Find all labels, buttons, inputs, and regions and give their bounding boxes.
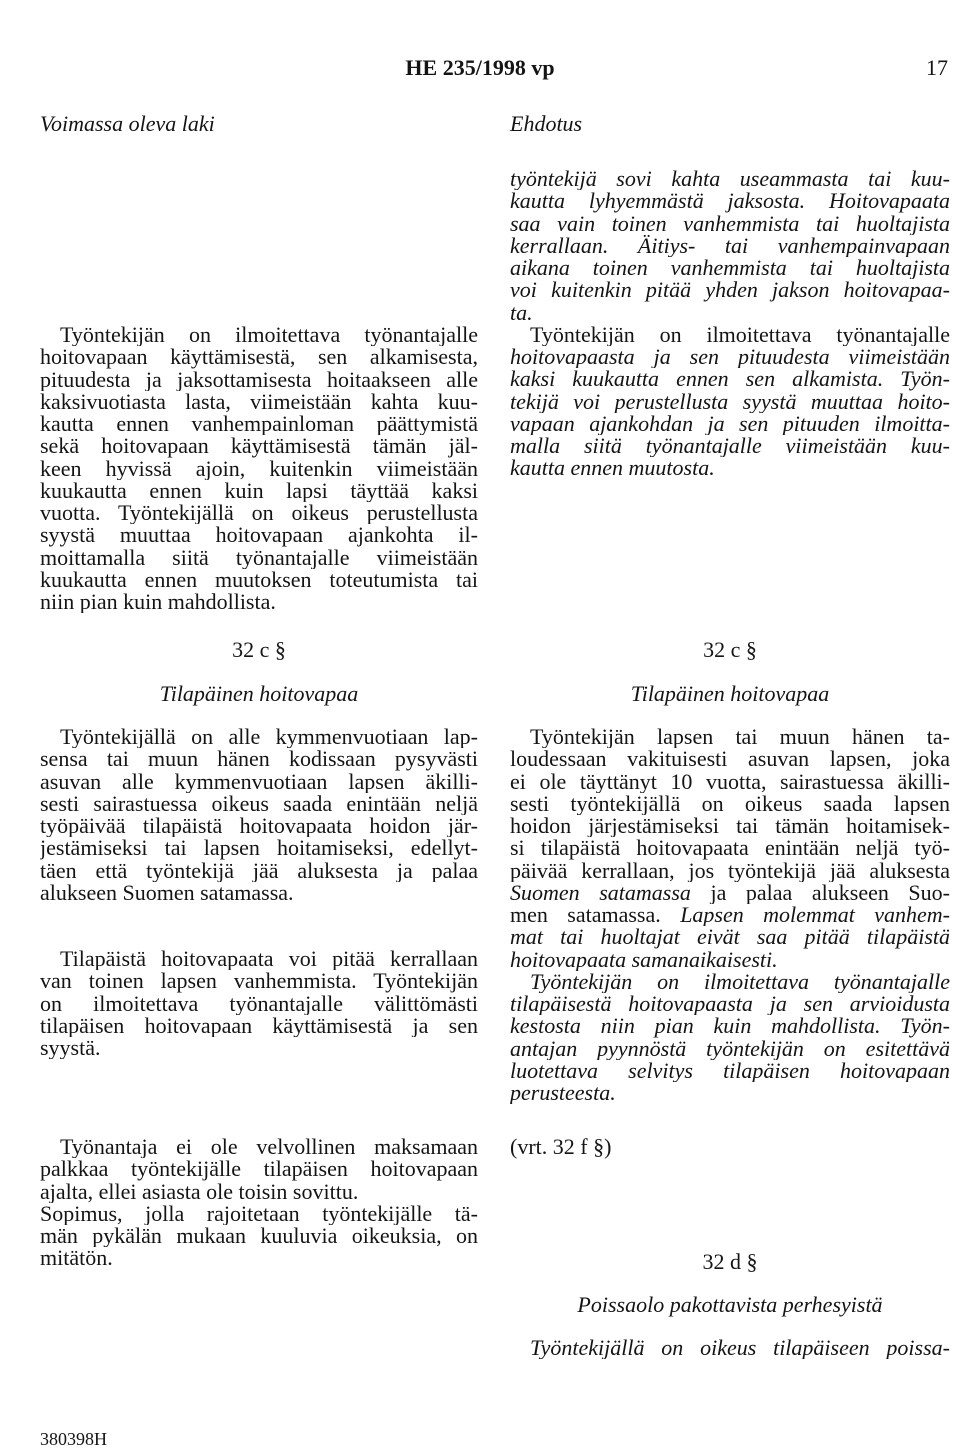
text-segment: Suomen satamassa bbox=[510, 881, 691, 904]
text-segment: ja palaa alukseen Suo- bbox=[690, 881, 950, 904]
text-segment: men satamassa. bbox=[510, 904, 681, 927]
paragraph-line: työpäivää tilapäistä hoitovapaata hoidon jär- bbox=[40, 815, 478, 838]
paragraph-line: tilapäisen hoitovapaan käyttämisestä ja sen bbox=[40, 1014, 478, 1037]
text-segment: loudessaan vakituisesti asuvan lapsen, joka bbox=[510, 748, 950, 771]
proposal-section-32d-title: Poissaolo pakottavista perhesyistä bbox=[577, 1292, 883, 1317]
paragraph-line: asuvan alle kymmenvuotiaan lapsen äkilli- bbox=[40, 770, 478, 793]
paragraph-line bbox=[510, 815, 950, 837]
paragraph-line: Työntekijällä on oikeus tilapäiseen poissa- bbox=[530, 1337, 950, 1360]
cross-reference: (vrt. 32 f §) bbox=[510, 1134, 612, 1159]
paragraph-line bbox=[510, 748, 950, 770]
paragraph-line: jestämiseksi tai lapsen hoitamiseksi, edellyt- bbox=[40, 837, 478, 860]
text-segment: sesti työntekijällä on oikeus saada lapsen bbox=[510, 792, 950, 815]
paragraph-line: kuukautta ennen muutoksen toteutumista tai bbox=[40, 568, 478, 591]
paragraph-line: kuukautta ennen kuin lapsi täyttää kaksi bbox=[40, 479, 478, 502]
paragraph-line bbox=[510, 926, 950, 948]
paragraph-line bbox=[510, 435, 950, 457]
paragraph-line bbox=[510, 413, 950, 435]
paragraph-line bbox=[510, 860, 950, 882]
page-number: 17 bbox=[926, 55, 948, 80]
paragraph-line bbox=[510, 726, 950, 748]
text-segment: tekijä voi perustellusta syystä muuttaa hoito- bbox=[510, 390, 950, 413]
paragraph-line: luotettava selvitys tilapäisen hoitovapaan bbox=[510, 1059, 950, 1082]
current-law-heading: Voimassa oleva laki bbox=[40, 111, 215, 136]
paragraph-line: män pykälän mukaan kuuluvia oikeuksia, on bbox=[40, 1225, 478, 1248]
text-segment: päivää kerrallaan, jos työntekijä jää aluksesta bbox=[510, 859, 950, 882]
paragraph-line: sesti sairastuessa oikeus saada enintään neljä bbox=[40, 792, 478, 815]
paragraph-line: kestosta niin pian kuin mahdollista. Työn- bbox=[510, 1015, 950, 1038]
paragraph-line: mitätön. bbox=[40, 1247, 113, 1270]
text-segment: hoitovapaasta ja sen pituudesta viimeistään bbox=[510, 346, 950, 369]
paragraph-line bbox=[510, 368, 950, 390]
text-segment: kautta ennen muutosta. bbox=[510, 457, 715, 480]
text-segment: vapaan ajankohdan ja sen pituuden ilmoitta- bbox=[510, 412, 950, 435]
proposal-paragraph-temporary-leave bbox=[510, 726, 950, 971]
paragraph-line: pituudesta ja jaksottamisesta hoitaakseen alle bbox=[40, 368, 478, 391]
current-law-paragraph-notification bbox=[40, 948, 478, 1059]
paragraph-line: alukseen Suomen satamassa. bbox=[40, 881, 294, 904]
paragraph-line: moittamalla siitä työnantajalle viimeistään bbox=[40, 546, 478, 569]
paragraph-line: Työnantaja ei ole velvollinen maksamaan bbox=[60, 1136, 478, 1159]
current-law-section-title: Tilapäinen hoitovapaa bbox=[159, 681, 359, 706]
paragraph-line bbox=[510, 457, 950, 479]
paragraph-line: keen hyvissä ajoin, kuitenkin viimeistään bbox=[40, 457, 478, 480]
proposal-paragraph-notification bbox=[510, 971, 950, 1105]
proposal-section-number: 32 c § bbox=[703, 637, 757, 662]
text-segment: Työntekijän on ilmoitettava työnantajalle bbox=[530, 323, 950, 346]
paragraph-line: palkkaa työntekijälle tilapäisen hoitovapaan bbox=[40, 1158, 478, 1181]
text-segment: malla siitä työnantajalle viimeistään kuu- bbox=[510, 435, 950, 458]
paragraph-line bbox=[510, 324, 950, 346]
proposal-paragraph-family-absence bbox=[510, 1337, 950, 1359]
text-segment: ei ole täyttänyt 10 vuotta, sairastuessa äkilli- bbox=[510, 770, 950, 793]
paragraph-line: van toinen lapsen vanhemmista. Työntekijän bbox=[40, 970, 478, 993]
paragraph-line: kerrallaan. Äitiys- tai vanhempainvapaan bbox=[510, 234, 950, 257]
paragraph-line: niin pian kuin mahdollista. bbox=[40, 591, 276, 614]
text-segment: kaksi kuukautta ennen sen alkamista. Työn- bbox=[510, 368, 950, 391]
paragraph-line: Työntekijän on ilmoitettava työnantajalle bbox=[530, 970, 950, 993]
paragraph-line: aikana toinen vanhemmista tai huoltajista bbox=[510, 257, 950, 280]
text-segment: Työntekijän lapsen tai muun hänen ta- bbox=[530, 726, 950, 749]
paragraph-line: ajalta, ellei asiasta ole toisin sovittu. bbox=[40, 1180, 359, 1203]
paragraph-line: voi kuitenkin pitää yhden jakson hoitovapaa- bbox=[510, 279, 950, 302]
paragraph-line: vuotta. Työntekijällä on oikeus perustellusta bbox=[40, 502, 478, 525]
paragraph-line bbox=[510, 837, 950, 859]
paragraph-line: tilapäisestä hoitovapaasta ja sen arvioidusta bbox=[510, 993, 950, 1016]
paragraph-line: sensa tai muun hänen kodissaan pysyvästi bbox=[40, 748, 478, 771]
text-segment: hoidon järjestämiseksi tai tämän hoitamisek- bbox=[510, 815, 950, 838]
paragraph-line: täen että työntekijä jää aluksesta ja palaa bbox=[40, 859, 478, 882]
paragraph-line bbox=[510, 771, 950, 793]
paragraph-line: ta. bbox=[510, 301, 533, 324]
paragraph-line: hoitovapaan käyttämisestä, sen alkamisesta, bbox=[40, 346, 478, 369]
paragraph-line bbox=[510, 346, 950, 368]
text-segment: Lapsen molemmat vanhem- bbox=[680, 904, 950, 927]
paragraph-line: perusteesta. bbox=[510, 1082, 616, 1105]
paragraph-line: Sopimus, jolla rajoitetaan työntekijälle tä- bbox=[40, 1202, 478, 1225]
print-code: 380398H bbox=[40, 1429, 107, 1449]
text-segment: si tilapäistä hoitovapaata enintään neljä työ- bbox=[510, 837, 950, 860]
current-law-paragraph-notice bbox=[40, 324, 478, 613]
text-segment: mat tai huoltajat eivät saa pitää tilapäistä bbox=[510, 926, 950, 949]
paragraph-line bbox=[510, 904, 950, 926]
paragraph-line: kaksivuotiasta lasta, viimeistään kahta kuu- bbox=[40, 390, 478, 413]
proposal-section-title: Tilapäinen hoitovapaa bbox=[630, 681, 830, 706]
paragraph-line: sekä hoitovapaan käyttämisestä tämän jäl- bbox=[40, 435, 478, 458]
current-law-paragraph-pay bbox=[40, 1136, 478, 1203]
current-law-paragraph-agreement bbox=[40, 1203, 478, 1270]
paragraph-line: työntekijä sovi kahta useammasta tai kuu- bbox=[510, 168, 950, 191]
paragraph-line: kautta ennen vanhempainloman päättymistä bbox=[40, 413, 478, 436]
proposal-paragraph-notice bbox=[510, 324, 950, 480]
paragraph-line: Tilapäistä hoitovapaata voi pitää kerrallaan bbox=[60, 948, 478, 971]
paragraph-line bbox=[510, 793, 950, 815]
paragraph-line: kautta lyhyemmästä jaksosta. Hoitovapaata bbox=[510, 190, 950, 213]
paragraph-line bbox=[510, 949, 950, 971]
paragraph-line: syystä. bbox=[40, 1037, 101, 1060]
paragraph-line: Työntekijällä on alle kymmenvuotiaan lap- bbox=[60, 726, 478, 749]
paragraph-line bbox=[510, 391, 950, 413]
current-law-paragraph-temporary-leave bbox=[40, 726, 478, 904]
paragraph-line: Työntekijän on ilmoitettava työnantajalle bbox=[60, 324, 478, 347]
proposal-heading: Ehdotus bbox=[510, 111, 583, 136]
text-segment: hoitovapaata samanaikaisesti. bbox=[510, 948, 778, 971]
paragraph-line: antajan pyynnöstä työntekijän on esitettävä bbox=[510, 1037, 950, 1060]
current-law-section-number: 32 c § bbox=[232, 637, 286, 662]
paragraph-line: on ilmoitettava työnantajalle välittömästi bbox=[40, 992, 478, 1015]
document-id: HE 235/1998 vp bbox=[405, 55, 555, 80]
proposal-section-32d-number: 32 d § bbox=[702, 1249, 758, 1274]
paragraph-line bbox=[510, 882, 950, 904]
paragraph-line: syystä muuttaa hoitovapaan ajankohta il- bbox=[40, 524, 478, 547]
paragraph-line: saa vain toinen vanhemmista tai huoltajista bbox=[510, 212, 950, 235]
proposal-paragraph-continuation bbox=[510, 168, 950, 324]
